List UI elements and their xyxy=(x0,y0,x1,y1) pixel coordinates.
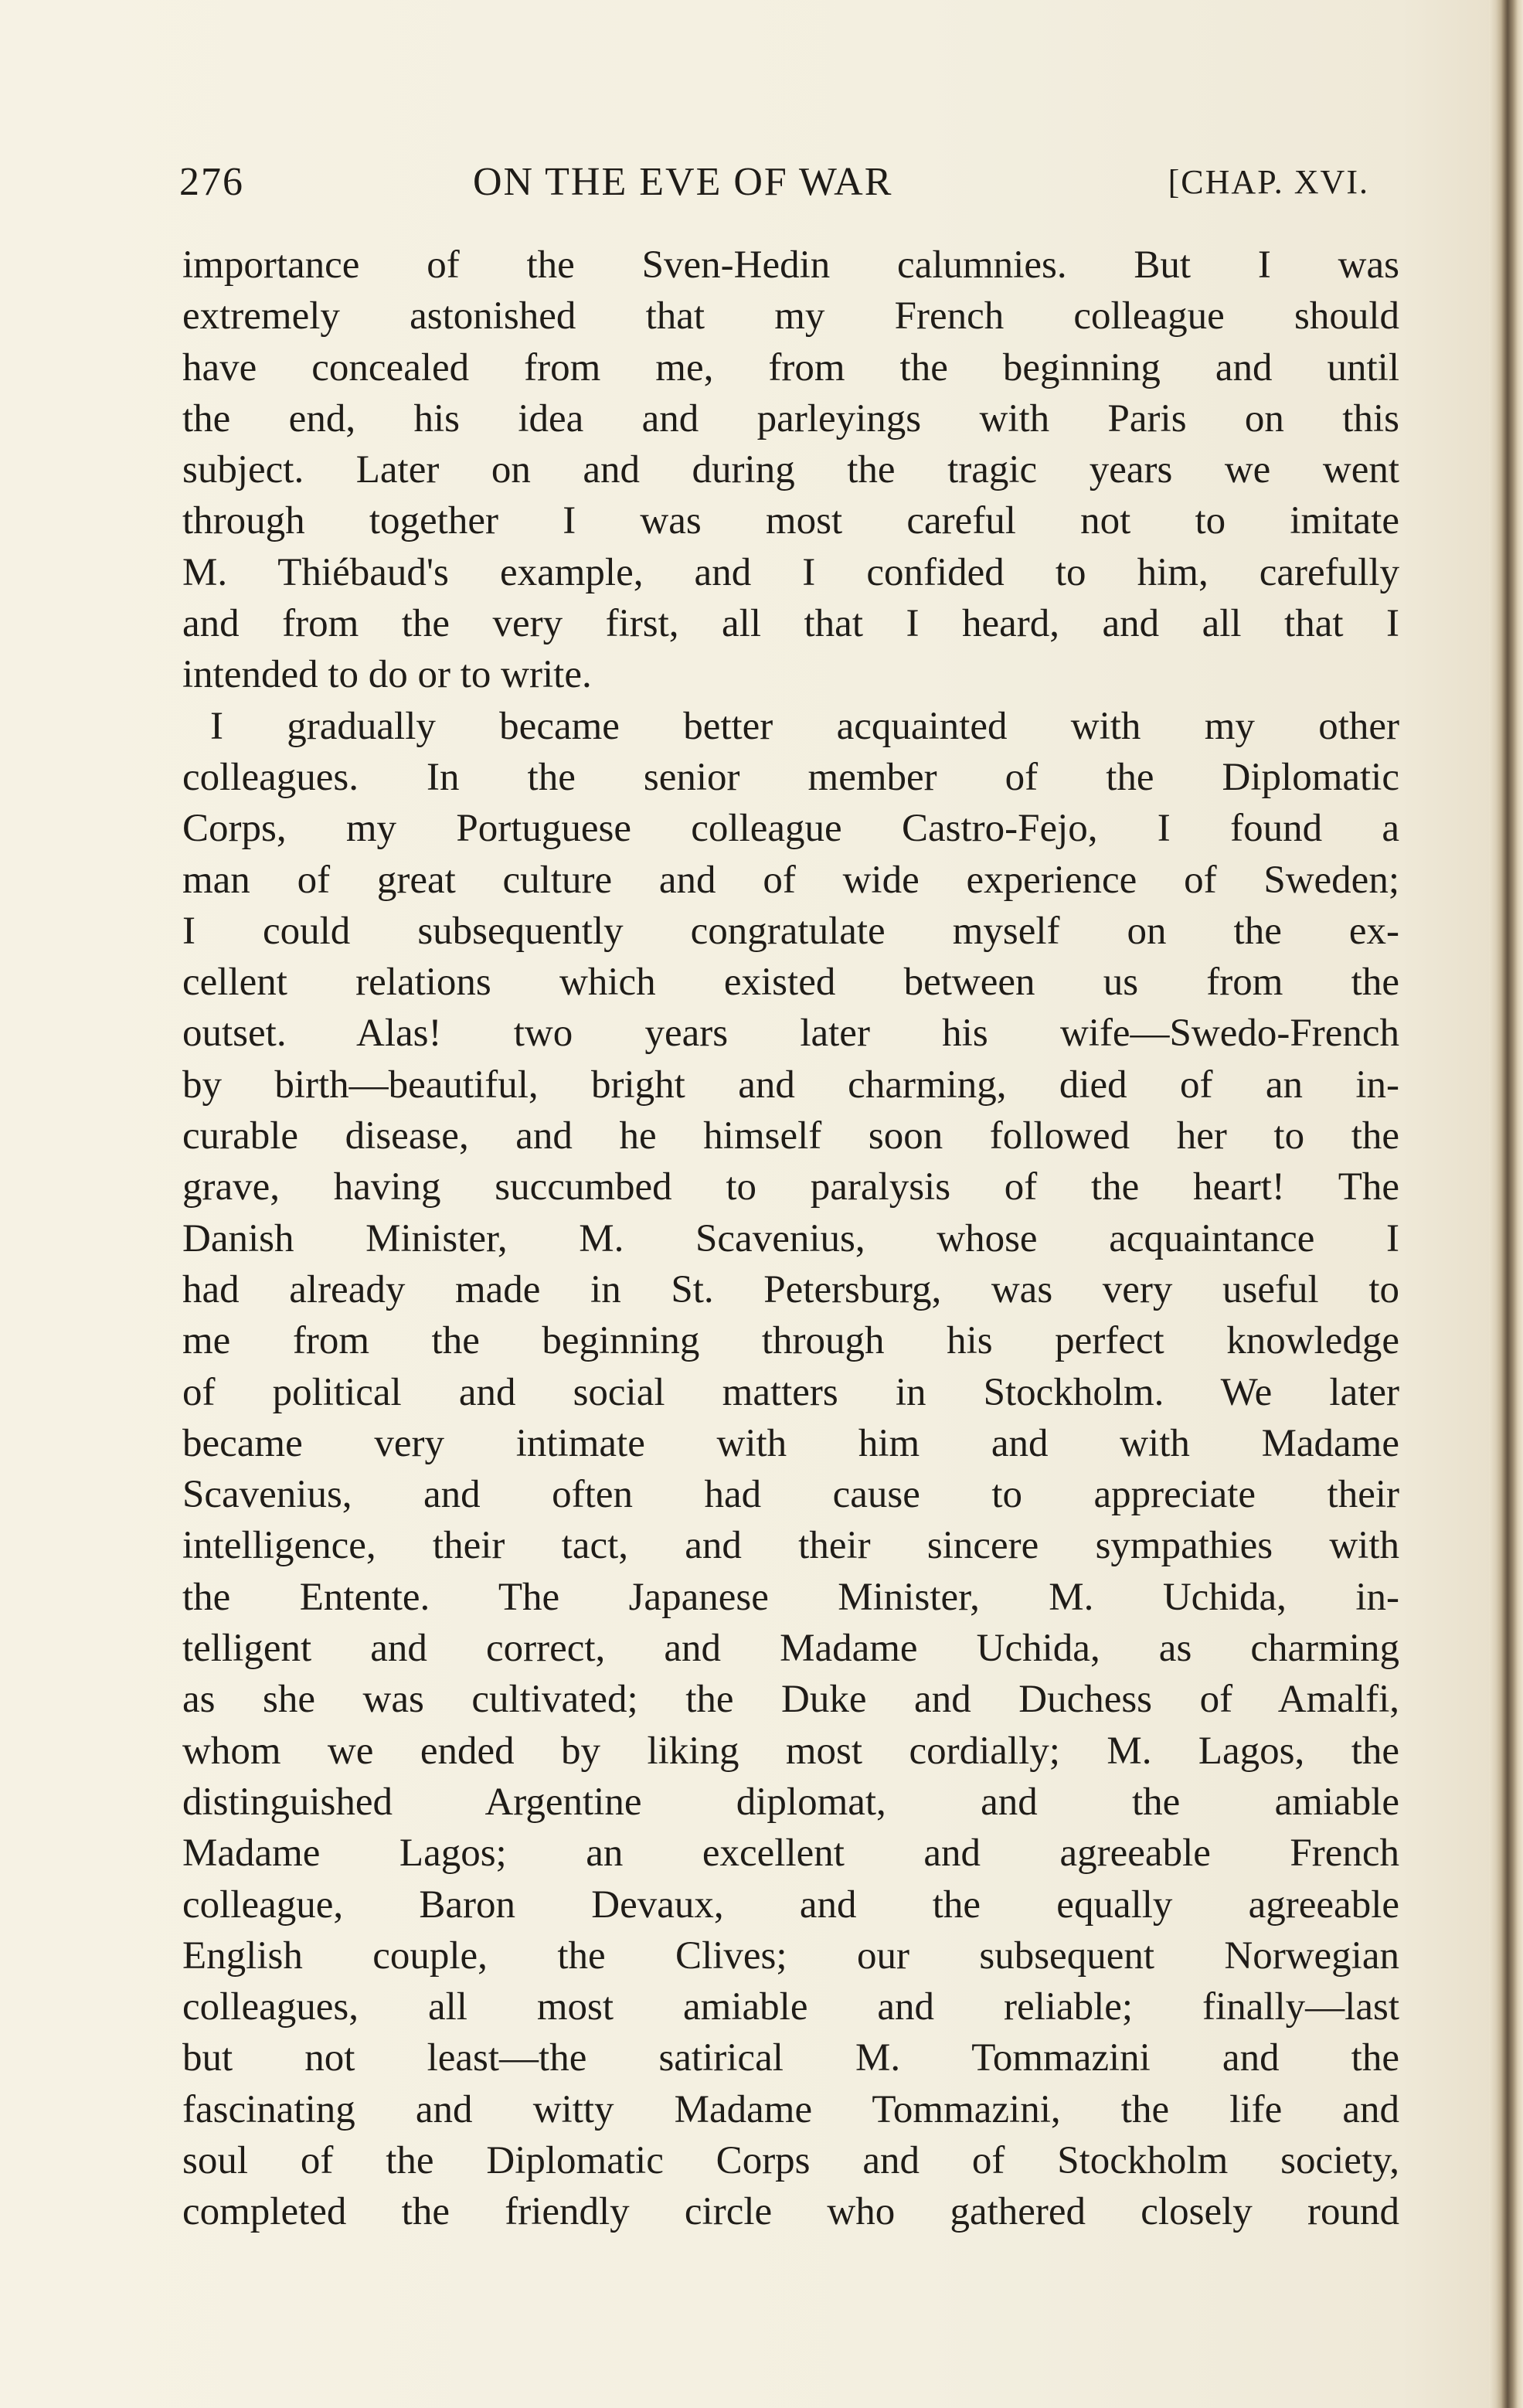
chapter-reference: [CHAP. XVI. xyxy=(1168,163,1369,201)
text-line: intelligence, their tact, and their sincere sympathies with xyxy=(182,1524,1399,1568)
text-line: distinguished Argentine diplomat, and the amiable xyxy=(182,1780,1399,1824)
text-line: importance of the Sven-Hedin calumnies. But I was xyxy=(182,243,1399,287)
text-line: colleagues, all most amiable and reliable; finally—last xyxy=(182,1985,1399,2029)
running-header xyxy=(179,151,1369,213)
page-edge xyxy=(1489,0,1523,2408)
text-line: the Entente. The Japanese Minister, M. Uchida, in- xyxy=(182,1575,1399,1619)
text-line: me from the beginning through his perfect knowledge xyxy=(182,1319,1399,1363)
text-line: I gradually became better acquainted with my other xyxy=(210,704,1399,748)
page-number: 276 xyxy=(179,160,244,204)
text-line: intended to do or to write. xyxy=(182,653,592,697)
text-line: M. Thiébaud's example, and I confided to him, carefully xyxy=(182,550,1399,594)
text-line: by birth—beautiful, bright and charming, died of an in- xyxy=(182,1063,1399,1107)
text-line: English couple, the Clives; our subsequent Norwegian xyxy=(182,1934,1399,1978)
text-line: curable disease, and he himself soon followed her to the xyxy=(182,1114,1399,1158)
text-line: telligent and correct, and Madame Uchida, as charming xyxy=(182,1627,1399,1671)
text-line: Corps, my Portuguese colleague Castro-Fejo, I found a xyxy=(182,807,1399,851)
text-line: cellent relations which existed between us from the xyxy=(182,961,1399,1005)
running-title: ON THE EVE OF WAR xyxy=(473,160,893,204)
text-line: became very intimate with him and with Madame xyxy=(182,1421,1399,1465)
text-line: fascinating and witty Madame Tommazini, the life and xyxy=(182,2087,1399,2131)
text-line: extremely astonished that my French colleague should xyxy=(182,294,1399,338)
text-line: the end, his idea and parleyings with Paris on this xyxy=(182,396,1399,440)
text-line: Danish Minister, M. Scavenius, whose acquaintance I xyxy=(182,1216,1399,1260)
text-line: grave, having succumbed to paralysis of the heart! The xyxy=(182,1165,1399,1209)
text-line: had already made in St. Petersburg, was very useful to xyxy=(182,1267,1399,1311)
text-line: I could subsequently congratulate myself on the ex- xyxy=(182,909,1399,953)
text-line: outset. Alas! two years later his wife—Swedo-French xyxy=(182,1012,1399,1056)
text-line: Madame Lagos; an excellent and agreeable French xyxy=(182,1832,1399,1876)
text-line: colleagues. In the senior member of the Diplomatic xyxy=(182,755,1399,799)
text-line: whom we ended by liking most cordially; M. Lagos, the xyxy=(182,1729,1399,1773)
text-line: Scavenius, and often had cause to appreciate their xyxy=(182,1473,1399,1517)
text-line: subject. Later on and during the tragic years we went xyxy=(182,448,1399,492)
text-line: colleague, Baron Devaux, and the equally agreeable xyxy=(182,1883,1399,1927)
text-line: man of great culture and of wide experience of Sweden; xyxy=(182,858,1399,902)
text-line: of political and social matters in Stockholm. We later xyxy=(182,1370,1399,1414)
body-text xyxy=(182,240,1399,2238)
text-line: but not least—the satirical M. Tommazini and the xyxy=(182,2036,1399,2080)
text-line: through together I was most careful not to imitate xyxy=(182,499,1399,543)
text-line: as she was cultivated; the Duke and Duchess of Amalfi, xyxy=(182,1678,1399,1722)
text-line: have concealed from me, from the beginning and until xyxy=(182,345,1399,389)
text-line: and from the very first, all that I heard, and all that I xyxy=(182,602,1399,646)
text-line: completed the friendly circle who gathered closely round xyxy=(182,2190,1399,2234)
text-line: soul of the Diplomatic Corps and of Stockholm society, xyxy=(182,2138,1399,2182)
